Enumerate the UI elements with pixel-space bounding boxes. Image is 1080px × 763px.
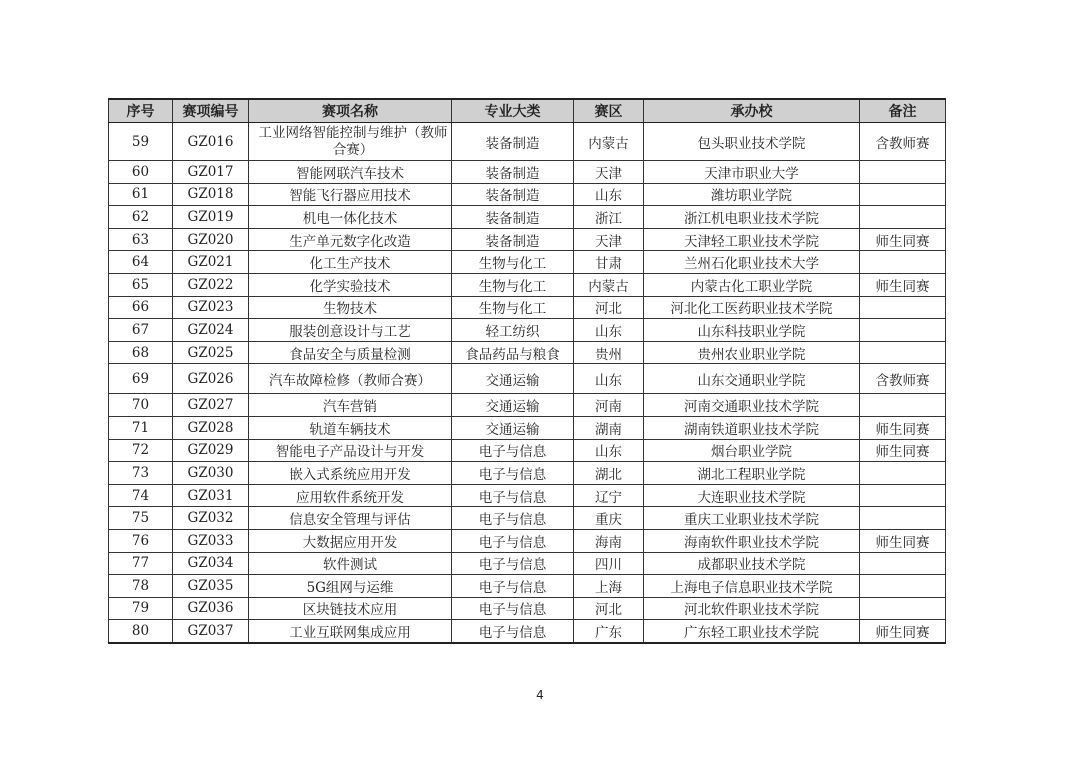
cell-index: 63 bbox=[109, 228, 173, 251]
cell-region: 浙江 bbox=[574, 206, 644, 229]
table-row bbox=[109, 439, 946, 462]
cell-remarks: 师生同赛 bbox=[860, 416, 946, 439]
cell-host-school: 成都职业技术学院 bbox=[644, 552, 860, 575]
cell-region: 河北 bbox=[574, 597, 644, 620]
cell-region: 上海 bbox=[574, 575, 644, 598]
cell-major-category: 交通运输 bbox=[452, 364, 574, 394]
cell-event-code: GZ028 bbox=[173, 416, 249, 439]
cell-major-category: 电子与信息 bbox=[452, 439, 574, 462]
cell-event-code: GZ026 bbox=[173, 364, 249, 394]
cell-remarks: 师生同赛 bbox=[860, 439, 946, 462]
table-row bbox=[109, 416, 946, 439]
cell-remarks: 含教师赛 bbox=[860, 364, 946, 394]
cell-event-code: GZ024 bbox=[173, 319, 249, 342]
cell-major-category: 装备制造 bbox=[452, 123, 574, 161]
cell-region: 内蒙古 bbox=[574, 273, 644, 296]
cell-region: 山东 bbox=[574, 183, 644, 206]
cell-index: 65 bbox=[109, 273, 173, 296]
cell-host-school: 天津轻工职业技术学院 bbox=[644, 228, 860, 251]
cell-event-code: GZ029 bbox=[173, 439, 249, 462]
header-event-name: 赛项名称 bbox=[249, 99, 452, 123]
cell-event-code: GZ030 bbox=[173, 462, 249, 485]
cell-major-category: 食品药品与粮食 bbox=[452, 341, 574, 364]
table-body bbox=[109, 123, 946, 643]
cell-event-name: 智能网联汽车技术 bbox=[249, 161, 452, 184]
cell-index: 61 bbox=[109, 183, 173, 206]
cell-event-name: 区块链技术应用 bbox=[249, 597, 452, 620]
cell-event-code: GZ023 bbox=[173, 296, 249, 319]
cell-host-school: 山东交通职业学院 bbox=[644, 364, 860, 394]
cell-remarks: 师生同赛 bbox=[860, 273, 946, 296]
table-row bbox=[109, 552, 946, 575]
cell-major-category: 生物与化工 bbox=[452, 296, 574, 319]
header-remarks: 备注 bbox=[860, 99, 946, 123]
cell-event-name: 机电一体化技术 bbox=[249, 206, 452, 229]
table-row bbox=[109, 597, 946, 620]
cell-remarks bbox=[860, 161, 946, 184]
cell-index: 76 bbox=[109, 529, 173, 552]
cell-host-school: 山东科技职业学院 bbox=[644, 319, 860, 342]
cell-region: 内蒙古 bbox=[574, 123, 644, 161]
cell-event-name: 5G组网与运维 bbox=[249, 575, 452, 598]
header-major-category: 专业大类 bbox=[452, 99, 574, 123]
competition-table bbox=[108, 98, 946, 644]
cell-remarks bbox=[860, 552, 946, 575]
cell-remarks: 师生同赛 bbox=[860, 228, 946, 251]
cell-event-name: 信息安全管理与评估 bbox=[249, 507, 452, 530]
cell-event-name: 智能电子产品设计与开发 bbox=[249, 439, 452, 462]
cell-major-category: 交通运输 bbox=[452, 394, 574, 417]
cell-event-name: 工业网络智能控制与维护（教师合赛） bbox=[249, 123, 452, 161]
cell-remarks: 含教师赛 bbox=[860, 123, 946, 161]
cell-event-code: GZ033 bbox=[173, 529, 249, 552]
cell-region: 广东 bbox=[574, 620, 644, 643]
cell-index: 70 bbox=[109, 394, 173, 417]
cell-index: 79 bbox=[109, 597, 173, 620]
cell-major-category: 电子与信息 bbox=[452, 620, 574, 643]
cell-remarks bbox=[860, 575, 946, 598]
cell-region: 山东 bbox=[574, 439, 644, 462]
cell-remarks bbox=[860, 462, 946, 485]
cell-host-school: 河北化工医药职业技术学院 bbox=[644, 296, 860, 319]
cell-major-category: 生物与化工 bbox=[452, 251, 574, 274]
cell-event-code: GZ025 bbox=[173, 341, 249, 364]
cell-major-category: 装备制造 bbox=[452, 161, 574, 184]
cell-remarks bbox=[860, 597, 946, 620]
cell-index: 59 bbox=[109, 123, 173, 161]
cell-event-name: 智能飞行器应用技术 bbox=[249, 183, 452, 206]
cell-event-code: GZ035 bbox=[173, 575, 249, 598]
cell-host-school: 湖北工程职业学院 bbox=[644, 462, 860, 485]
cell-event-name: 软件测试 bbox=[249, 552, 452, 575]
header-index: 序号 bbox=[109, 99, 173, 123]
cell-region: 湖南 bbox=[574, 416, 644, 439]
table-row bbox=[109, 183, 946, 206]
cell-event-code: GZ021 bbox=[173, 251, 249, 274]
header-event-code: 赛项编号 bbox=[173, 99, 249, 123]
cell-event-name: 应用软件系统开发 bbox=[249, 484, 452, 507]
cell-host-school: 海南软件职业技术学院 bbox=[644, 529, 860, 552]
table-row bbox=[109, 251, 946, 274]
cell-major-category: 生物与化工 bbox=[452, 273, 574, 296]
cell-event-name: 轨道车辆技术 bbox=[249, 416, 452, 439]
cell-index: 60 bbox=[109, 161, 173, 184]
table-row bbox=[109, 296, 946, 319]
cell-event-code: GZ027 bbox=[173, 394, 249, 417]
cell-major-category: 电子与信息 bbox=[452, 462, 574, 485]
cell-region: 贵州 bbox=[574, 341, 644, 364]
table-row bbox=[109, 228, 946, 251]
cell-major-category: 电子与信息 bbox=[452, 507, 574, 530]
cell-index: 80 bbox=[109, 620, 173, 643]
cell-index: 74 bbox=[109, 484, 173, 507]
cell-event-name: 嵌入式系统应用开发 bbox=[249, 462, 452, 485]
cell-major-category: 装备制造 bbox=[452, 206, 574, 229]
cell-event-code: GZ016 bbox=[173, 123, 249, 161]
cell-index: 75 bbox=[109, 507, 173, 530]
cell-index: 77 bbox=[109, 552, 173, 575]
cell-region: 山东 bbox=[574, 364, 644, 394]
cell-index: 67 bbox=[109, 319, 173, 342]
table-row bbox=[109, 206, 946, 229]
cell-event-name: 食品安全与质量检测 bbox=[249, 341, 452, 364]
page-number: 4 bbox=[536, 688, 544, 702]
table-row bbox=[109, 364, 946, 394]
cell-major-category: 电子与信息 bbox=[452, 529, 574, 552]
cell-region: 海南 bbox=[574, 529, 644, 552]
cell-remarks: 师生同赛 bbox=[860, 529, 946, 552]
table-row bbox=[109, 507, 946, 530]
cell-remarks bbox=[860, 206, 946, 229]
cell-index: 64 bbox=[109, 251, 173, 274]
cell-host-school: 天津市职业大学 bbox=[644, 161, 860, 184]
cell-remarks bbox=[860, 507, 946, 530]
table-row bbox=[109, 575, 946, 598]
cell-region: 河北 bbox=[574, 296, 644, 319]
cell-remarks bbox=[860, 251, 946, 274]
cell-remarks bbox=[860, 484, 946, 507]
cell-event-name: 生物技术 bbox=[249, 296, 452, 319]
table-row bbox=[109, 161, 946, 184]
cell-event-code: GZ018 bbox=[173, 183, 249, 206]
cell-region: 天津 bbox=[574, 228, 644, 251]
cell-major-category: 电子与信息 bbox=[452, 484, 574, 507]
cell-event-name: 服装创意设计与工艺 bbox=[249, 319, 452, 342]
cell-event-name: 化工生产技术 bbox=[249, 251, 452, 274]
cell-event-code: GZ020 bbox=[173, 228, 249, 251]
cell-region: 四川 bbox=[574, 552, 644, 575]
cell-index: 72 bbox=[109, 439, 173, 462]
cell-host-school: 重庆工业职业技术学院 bbox=[644, 507, 860, 530]
cell-region: 辽宁 bbox=[574, 484, 644, 507]
cell-host-school: 贵州农业职业学院 bbox=[644, 341, 860, 364]
cell-region: 甘肃 bbox=[574, 251, 644, 274]
cell-host-school: 广东轻工职业技术学院 bbox=[644, 620, 860, 643]
cell-index: 62 bbox=[109, 206, 173, 229]
cell-index: 78 bbox=[109, 575, 173, 598]
header-region: 赛区 bbox=[574, 99, 644, 123]
header-host-school: 承办校 bbox=[644, 99, 860, 123]
cell-event-name: 汽车营销 bbox=[249, 394, 452, 417]
cell-remarks: 师生同赛 bbox=[860, 620, 946, 643]
table-row bbox=[109, 394, 946, 417]
table-row bbox=[109, 484, 946, 507]
cell-remarks bbox=[860, 341, 946, 364]
cell-host-school: 河北软件职业技术学院 bbox=[644, 597, 860, 620]
cell-event-code: GZ019 bbox=[173, 206, 249, 229]
cell-remarks bbox=[860, 183, 946, 206]
table-row bbox=[109, 123, 946, 161]
cell-event-code: GZ036 bbox=[173, 597, 249, 620]
cell-index: 66 bbox=[109, 296, 173, 319]
cell-host-school: 浙江机电职业技术学院 bbox=[644, 206, 860, 229]
header-row bbox=[109, 99, 946, 123]
cell-region: 河南 bbox=[574, 394, 644, 417]
cell-remarks bbox=[860, 296, 946, 319]
cell-event-code: GZ034 bbox=[173, 552, 249, 575]
cell-region: 山东 bbox=[574, 319, 644, 342]
cell-host-school: 兰州石化职业技术大学 bbox=[644, 251, 860, 274]
cell-major-category: 交通运输 bbox=[452, 416, 574, 439]
cell-host-school: 大连职业技术学院 bbox=[644, 484, 860, 507]
cell-event-code: GZ037 bbox=[173, 620, 249, 643]
cell-region: 重庆 bbox=[574, 507, 644, 530]
cell-event-code: GZ031 bbox=[173, 484, 249, 507]
cell-major-category: 装备制造 bbox=[452, 228, 574, 251]
cell-index: 73 bbox=[109, 462, 173, 485]
cell-host-school: 湖南铁道职业技术学院 bbox=[644, 416, 860, 439]
cell-event-code: GZ032 bbox=[173, 507, 249, 530]
cell-host-school: 上海电子信息职业技术学院 bbox=[644, 575, 860, 598]
cell-region: 天津 bbox=[574, 161, 644, 184]
cell-host-school: 内蒙古化工职业学院 bbox=[644, 273, 860, 296]
table-row bbox=[109, 273, 946, 296]
cell-host-school: 包头职业技术学院 bbox=[644, 123, 860, 161]
cell-remarks bbox=[860, 319, 946, 342]
cell-major-category: 电子与信息 bbox=[452, 552, 574, 575]
cell-major-category: 轻工纺织 bbox=[452, 319, 574, 342]
table-header bbox=[109, 99, 946, 123]
table-row bbox=[109, 319, 946, 342]
table-row bbox=[109, 462, 946, 485]
cell-index: 71 bbox=[109, 416, 173, 439]
cell-event-name: 大数据应用开发 bbox=[249, 529, 452, 552]
cell-event-name: 化学实验技术 bbox=[249, 273, 452, 296]
cell-major-category: 电子与信息 bbox=[452, 575, 574, 598]
cell-remarks bbox=[860, 394, 946, 417]
cell-host-school: 潍坊职业学院 bbox=[644, 183, 860, 206]
cell-event-name: 生产单元数字化改造 bbox=[249, 228, 452, 251]
table-row bbox=[109, 620, 946, 643]
cell-index: 68 bbox=[109, 341, 173, 364]
cell-major-category: 装备制造 bbox=[452, 183, 574, 206]
cell-host-school: 河南交通职业技术学院 bbox=[644, 394, 860, 417]
cell-host-school: 烟台职业学院 bbox=[644, 439, 860, 462]
table-row bbox=[109, 529, 946, 552]
cell-event-name: 工业互联网集成应用 bbox=[249, 620, 452, 643]
cell-index: 69 bbox=[109, 364, 173, 394]
cell-event-code: GZ017 bbox=[173, 161, 249, 184]
cell-event-code: GZ022 bbox=[173, 273, 249, 296]
cell-major-category: 电子与信息 bbox=[452, 597, 574, 620]
table-row bbox=[109, 341, 946, 364]
cell-event-name: 汽车故障检修（教师合赛） bbox=[249, 364, 452, 394]
cell-region: 湖北 bbox=[574, 462, 644, 485]
